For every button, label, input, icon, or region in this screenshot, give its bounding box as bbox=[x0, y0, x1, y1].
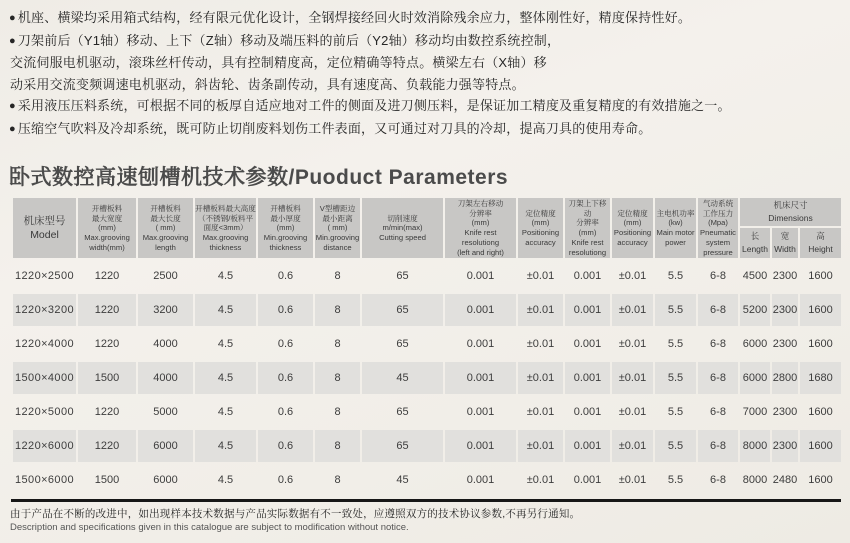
value-cell: 1600 bbox=[808, 338, 833, 351]
column-header: 定位精度 (mm) Positioning accuracy bbox=[518, 198, 563, 258]
value-cell: ±0.01 bbox=[618, 474, 647, 487]
value-cell: 8 bbox=[315, 362, 360, 394]
value-cell: 0.001 bbox=[466, 338, 495, 351]
value-cell: 5.5 bbox=[667, 474, 684, 487]
value-cell: 2480 bbox=[772, 474, 798, 487]
value-cell: 1500 bbox=[78, 362, 136, 394]
bullet-line bbox=[9, 52, 844, 74]
table-row bbox=[13, 396, 841, 428]
table-head bbox=[13, 198, 841, 258]
value-cell: 6000 bbox=[153, 474, 178, 487]
value-cell: 8 bbox=[334, 474, 341, 487]
value-cell: 1220 bbox=[94, 406, 120, 419]
value-cell: ±0.01 bbox=[526, 338, 555, 351]
value-cell: ±0.01 bbox=[612, 294, 653, 326]
value-cell: 2300 bbox=[772, 338, 798, 351]
value-cell: 4000 bbox=[153, 338, 178, 351]
column-header: V型槽距边 最小距离 ( mm) Min.grooving distance bbox=[315, 198, 360, 258]
value-cell: 1600 bbox=[808, 270, 833, 283]
column-header: 开槽板料 最大宽度 (mm) Max.grooving width(mm) bbox=[78, 198, 136, 258]
value-cell: 0.6 bbox=[258, 362, 313, 394]
table-row bbox=[13, 260, 841, 292]
value-cell: 6-8 bbox=[710, 474, 726, 487]
value-cell: 0.001 bbox=[466, 474, 495, 487]
table-row bbox=[13, 430, 841, 462]
dimensions-group-header: 机床尺寸 Dimensions bbox=[740, 198, 841, 226]
value-cell: 4.5 bbox=[195, 362, 256, 394]
value-cell: 1220 bbox=[78, 430, 136, 462]
value-cell: 4.5 bbox=[195, 294, 256, 326]
value-cell: 0.001 bbox=[573, 270, 602, 283]
column-header: 开槽板料 最小厚度 (mm) Min.grooving thickness bbox=[258, 198, 313, 258]
column-header: 切削速度 m/min(max) Cutting speed bbox=[362, 198, 443, 258]
value-cell: 5.5 bbox=[667, 270, 684, 283]
value-cell: 5.5 bbox=[655, 362, 696, 394]
value-cell: 0.001 bbox=[565, 430, 610, 462]
column-header: 气动系统 工作压力 (Mpa) Pneumatic system pressure bbox=[698, 198, 738, 258]
bullet-text: 采用液压压料系统，可根据不同的板厚自适应地对工件的侧面及进刀侧压料，是保证加工精度及重复精度的有效措施之一。 bbox=[17, 98, 731, 113]
bullet-text: 机座、横梁均采用箱式结构，经有限元优化设计，全钢焊接经回火时效消除残余应力，整体刚性好，精度保持性好。 bbox=[17, 10, 692, 25]
value-cell: ±0.01 bbox=[612, 430, 653, 462]
value-cell: 0.001 bbox=[466, 270, 495, 283]
footer-note-en: Description and specifications given in this catalogue are subject to modification without notice. bbox=[10, 522, 409, 534]
value-cell: 0.6 bbox=[277, 406, 294, 419]
value-cell: 45 bbox=[362, 362, 443, 394]
value-cell: 4.5 bbox=[217, 338, 234, 351]
bullet-dot: ● bbox=[9, 12, 16, 24]
footer-notes bbox=[10, 506, 850, 533]
value-cell: 0.6 bbox=[258, 430, 313, 462]
bullet-text: 动采用交流变频调速电机驱动，斜齿轮、齿条副传动，具有速度高、负载能力强等特点。 bbox=[10, 76, 525, 92]
value-cell: 4000 bbox=[138, 362, 193, 394]
bullet-line bbox=[9, 95, 844, 118]
value-cell: 5.5 bbox=[655, 430, 696, 462]
value-cell: 5000 bbox=[153, 406, 178, 419]
value-cell: 0.6 bbox=[277, 474, 294, 487]
model-cell: 1220×4000 bbox=[15, 338, 74, 351]
value-cell: 8000 bbox=[742, 474, 768, 487]
column-header: 刀架上下移动 分辨率 (mm) Knife rest resolutiong bbox=[565, 198, 610, 258]
table-body bbox=[13, 260, 841, 496]
value-cell: 6-8 bbox=[698, 294, 738, 326]
parameters-table bbox=[11, 196, 843, 498]
value-cell: 3200 bbox=[138, 294, 193, 326]
value-cell: 7000 bbox=[742, 406, 768, 419]
value-cell: ±0.01 bbox=[618, 338, 647, 351]
dimension-sub-header: 高 Height bbox=[800, 228, 841, 258]
model-cell: 1220×6000 bbox=[13, 430, 76, 462]
value-cell: 5200 bbox=[740, 294, 770, 326]
value-cell: 0.001 bbox=[565, 294, 610, 326]
value-cell: 4.5 bbox=[217, 270, 234, 283]
table-row bbox=[13, 294, 841, 326]
table-row bbox=[13, 328, 841, 360]
bullet-line bbox=[9, 30, 844, 53]
value-cell: ±0.01 bbox=[518, 430, 563, 462]
value-cell: 1600 bbox=[808, 406, 833, 419]
bullet-dot: ● bbox=[9, 34, 16, 47]
bullet-dot: ● bbox=[9, 122, 16, 135]
value-cell: 4.5 bbox=[195, 430, 256, 462]
column-header: 主电机功率 (kw) Main motor power bbox=[655, 198, 696, 258]
value-cell: 6-8 bbox=[710, 338, 726, 351]
value-cell: 65 bbox=[362, 294, 443, 326]
value-cell: 0.001 bbox=[565, 362, 610, 394]
model-cell: 1500×6000 bbox=[15, 474, 74, 487]
table-bottom-rule bbox=[11, 499, 841, 502]
value-cell: ±0.01 bbox=[618, 270, 647, 283]
value-cell: 1600 bbox=[800, 294, 841, 326]
model-cell: 1220×3200 bbox=[13, 294, 76, 326]
model-cell: 1220×5000 bbox=[15, 406, 74, 419]
table-row bbox=[13, 362, 841, 394]
value-cell: 8 bbox=[315, 294, 360, 326]
value-cell: 0.6 bbox=[277, 270, 294, 283]
column-header: 开槽板料最大高度 （不锈钢/板料平 面度<3mm） Max.grooving thickness bbox=[195, 198, 256, 258]
dimension-sub-header: 长 Length bbox=[740, 228, 770, 258]
value-cell: 8000 bbox=[740, 430, 770, 462]
value-cell: 1680 bbox=[800, 362, 841, 394]
value-cell: ±0.01 bbox=[518, 362, 563, 394]
value-cell: 8 bbox=[334, 338, 341, 351]
value-cell: 1220 bbox=[94, 338, 120, 351]
value-cell: 45 bbox=[396, 474, 409, 487]
value-cell: 1600 bbox=[800, 430, 841, 462]
value-cell: 6-8 bbox=[710, 406, 726, 419]
model-cell: 1500×4000 bbox=[13, 362, 76, 394]
footer-note-zh: 由于产品在不断的改进中，如出现样本技术数据与产品实际数据有不一致处，应遵照双方的技术协议参数,不再另行通知。 bbox=[10, 508, 581, 521]
value-cell: 0.001 bbox=[445, 362, 516, 394]
value-cell: 0.6 bbox=[277, 338, 294, 351]
value-cell: 8 bbox=[334, 270, 341, 283]
value-cell: 2300 bbox=[772, 406, 798, 419]
value-cell: 6-8 bbox=[710, 270, 726, 283]
value-cell: 2300 bbox=[772, 270, 798, 283]
value-cell: 6000 bbox=[138, 430, 193, 462]
section-title: 卧式数控高速刨槽机技术参数/Puoduct Parameters bbox=[9, 166, 509, 189]
value-cell: 2300 bbox=[772, 430, 798, 462]
value-cell: 8 bbox=[334, 406, 341, 419]
column-header: 刀架左右移动 分辨率 (mm) Knife rest resolutiong (left and right) bbox=[445, 198, 516, 258]
bullet-text: 压缩空气吹料及冷却系统，既可防止切削废料划伤工件表面，又可通过对刀具的冷却，提高刀具的使用寿命。 bbox=[17, 120, 652, 136]
value-cell: 5.5 bbox=[655, 294, 696, 326]
value-cell: 6-8 bbox=[698, 362, 738, 394]
column-header: 定位精度 (mm) Positioning accuracy bbox=[612, 198, 653, 258]
table-row bbox=[13, 464, 841, 496]
model-cell: 1220×2500 bbox=[15, 270, 74, 283]
parameters-table-wrap bbox=[11, 196, 843, 498]
value-cell: 1600 bbox=[808, 474, 833, 487]
value-cell: 0.001 bbox=[466, 406, 495, 419]
value-cell: 0.001 bbox=[573, 474, 602, 487]
column-header: 开槽板料 最大长度 ( mm) Max.grooving length bbox=[138, 198, 193, 258]
column-header: 机床型号 Model bbox=[13, 198, 76, 258]
intro-bullets bbox=[0, 0, 850, 140]
value-cell: 6000 bbox=[740, 362, 770, 394]
value-cell: 8 bbox=[315, 430, 360, 462]
dimension-sub-header: 宽 Width bbox=[772, 228, 798, 258]
value-cell: ±0.01 bbox=[612, 362, 653, 394]
value-cell: 4.5 bbox=[217, 406, 234, 419]
value-cell: 2500 bbox=[153, 270, 178, 283]
value-cell: 0.001 bbox=[573, 338, 602, 351]
value-cell: 65 bbox=[396, 338, 409, 351]
bullet-line bbox=[9, 7, 844, 30]
value-cell: 2800 bbox=[772, 362, 798, 394]
value-cell: 5.5 bbox=[667, 406, 684, 419]
value-cell: 4500 bbox=[742, 270, 768, 283]
value-cell: 2300 bbox=[772, 294, 798, 326]
value-cell: 6-8 bbox=[698, 430, 738, 462]
value-cell: 0.001 bbox=[573, 406, 602, 419]
value-cell: ±0.01 bbox=[518, 294, 563, 326]
value-cell: ±0.01 bbox=[526, 474, 555, 487]
value-cell: 1220 bbox=[78, 294, 136, 326]
value-cell: ±0.01 bbox=[618, 406, 647, 419]
value-cell: 1220 bbox=[94, 270, 120, 283]
value-cell: 4.5 bbox=[217, 474, 234, 487]
value-cell: ±0.01 bbox=[526, 406, 555, 419]
value-cell: 65 bbox=[362, 430, 443, 462]
bullet-dot: ● bbox=[9, 100, 16, 112]
value-cell: 6000 bbox=[742, 338, 768, 351]
value-cell: ±0.01 bbox=[526, 270, 555, 283]
bullet-text: 刀架前后（Y1轴）移动、上下（Z轴）移动及端压料的前后（Y2轴）移动均由数控系统控制， bbox=[17, 32, 561, 48]
value-cell: 1500 bbox=[94, 474, 120, 487]
value-cell: 5.5 bbox=[667, 338, 684, 351]
bullet-text: 交流伺服电机驱动，滚珠丝杆传动，具有控制精度高，定位精确等特点。横梁左右（X轴）移 bbox=[10, 55, 547, 70]
bullet-line bbox=[9, 74, 844, 96]
value-cell: 0.6 bbox=[258, 294, 313, 326]
value-cell: 65 bbox=[396, 270, 409, 283]
bullet-line bbox=[9, 118, 844, 141]
value-cell: 0.001 bbox=[445, 294, 516, 326]
value-cell: 65 bbox=[396, 406, 409, 419]
value-cell: 0.001 bbox=[445, 430, 516, 462]
